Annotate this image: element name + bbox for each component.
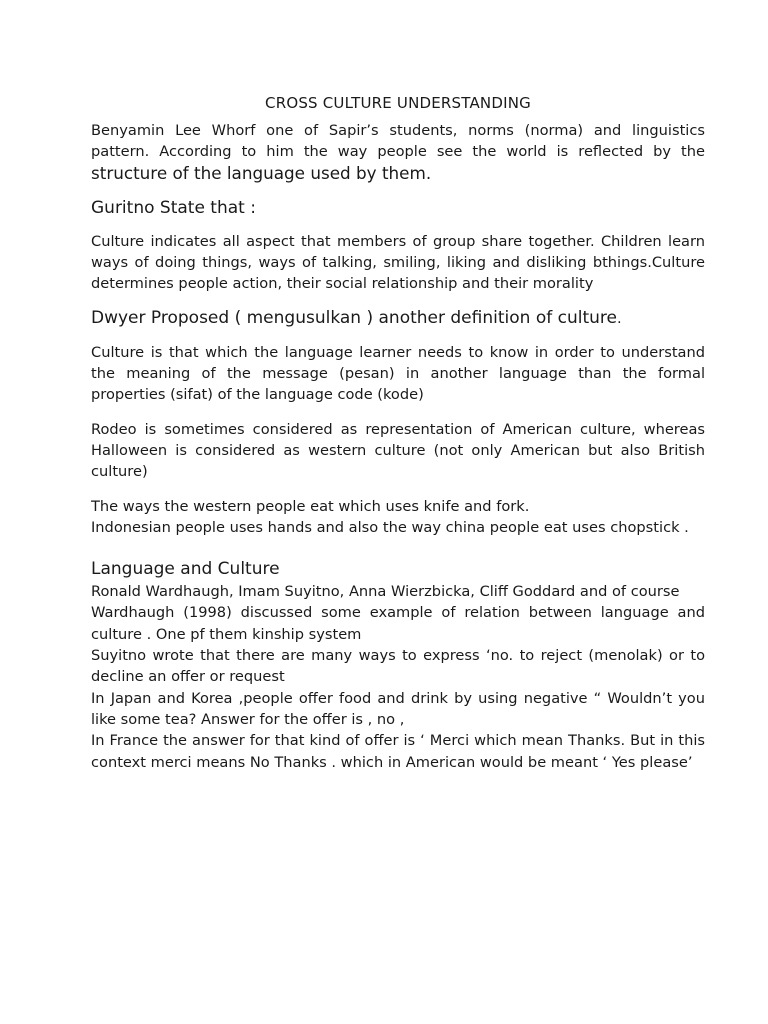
document-page [91, 92, 705, 773]
paragraph-rodeo: Rodeo is sometimes considered as representation of American culture, whereas Halloween is considered as western culture (not only American but also British culture) [91, 420, 705, 481]
paragraph-whorf-emphasis: structure of the language used by them. [91, 162, 432, 183]
heading-dwyer [91, 306, 705, 331]
heading-dwyer-period: . [616, 309, 622, 327]
paragraph-ways-line2: Indonesian people uses hands and also the way china people eat uses chopstick . [91, 518, 689, 536]
paragraph-lc-wardhaugh: Wardhaugh (1998) discussed some example of relation between language and culture . One pf them kinship system [91, 604, 705, 643]
paragraph-ways-line1: The ways the western people eat which uses knife and fork. [91, 497, 530, 515]
heading-dwyer-text: Dwyer Proposed ( mengusulkan ) another definition of culture [91, 307, 617, 328]
paragraph-lc-authors: Ronald Wardhaugh, Imam Suyitno, Anna Wierzbicka, Cliff Goddard and of course [91, 583, 680, 601]
paragraph-lc-suyitno: Suyitno wrote that there are many ways to express ‘no. to reject (menolak) or to decline an offer or request [91, 647, 705, 686]
paragraph-guritno: Culture indicates all aspect that members of group share together. Children learn ways of doing things, ways of talking, smiling, liking and disliking bthings.Culture determines people action, their social relationship and their morality [91, 232, 705, 293]
paragraph-whorf [91, 120, 705, 185]
paragraph-whorf-text: Benyamin Lee Whorf one of Sapir’s students, norms (norma) and linguistics pattern. According to him the way people see the world is reflected by the [91, 122, 705, 161]
paragraph-dwyer: Culture is that which the language learner needs to know in order to understand the meaning of the message (pesan) in another language than the formal properties (sifat) of the language code (kode) [91, 343, 705, 404]
document-title: CROSS CULTURE UNDERSTANDING [265, 94, 531, 112]
paragraph-lc-france: In France the answer for that kind of offer is ‘ Merci which mean Thanks. But in this context merci means No Thanks . which in American would be meant ‘ Yes please’ [91, 732, 705, 771]
heading-language-culture: Language and Culture [91, 559, 280, 580]
paragraph-lc-japan-korea: In Japan and Korea ,people offer food and drink by using negative “ Wouldn’t you like some tea? Answer for the offer is , no , [91, 689, 705, 728]
heading-guritno: Guritno State that : [91, 197, 256, 218]
